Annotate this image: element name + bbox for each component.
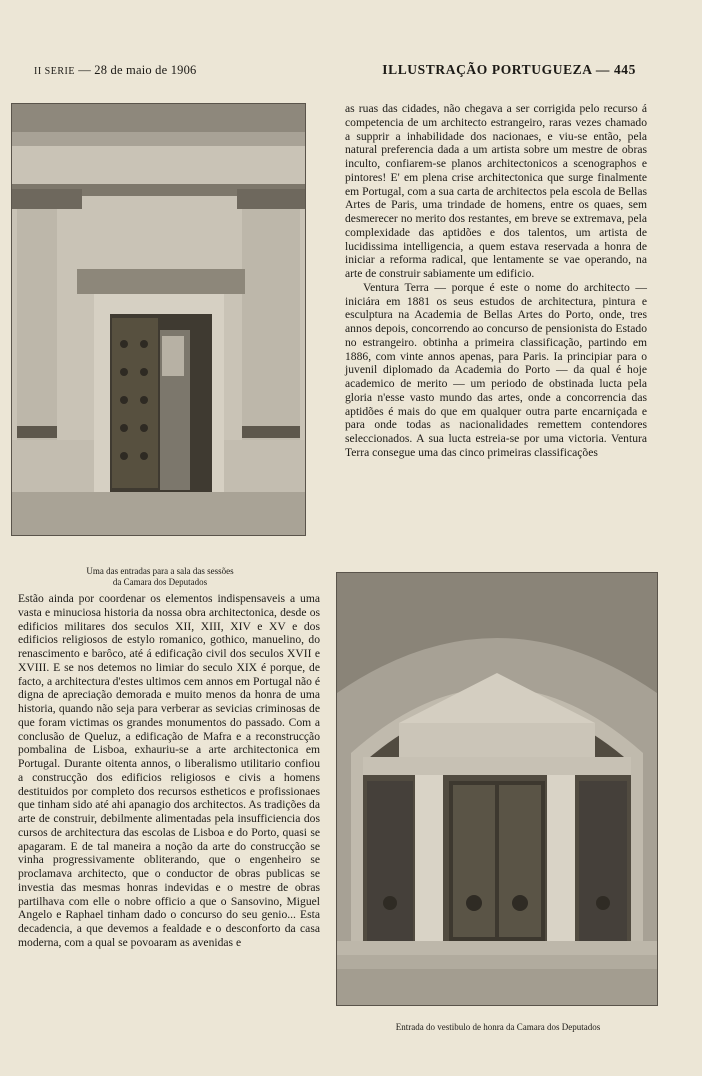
photo-2-caption: Entrada do vestibulo de honra da Camara dos Deputados: [395, 1022, 601, 1032]
article-column-right: [345, 102, 647, 460]
publication-header: [382, 62, 636, 78]
article-column-left: [18, 592, 320, 950]
photo-1-caption: [40, 566, 280, 588]
photo-vestibule-entrance: [336, 572, 658, 1006]
photo-1-caption-line1: Uma das entradas para a sala das sessões: [86, 566, 234, 576]
publication-title: ILLUSTRAÇÃO PORTUGUEZA: [382, 62, 592, 77]
issue-date: — 28 de maio de 1906: [78, 63, 197, 77]
article-paragraph: Ventura Terra — porque é este o nome do architecto — iniciára em 1881 os seus estudos de architectura, pintura e esculptura na Academia de Bellas Artes do Porto, onde, tres annos depois, concorrendo ao concurso de pensionista do Estado no estrangeiro. obtinha a primeira classificação, partindo em 1886, com vinte annos apenas, para Paris. Ia principiar para o juvenil diplomado da Academia do Porto — da qual é hoje academico de merito — um periodo de obstinada lucta pela gloria n'esse vasto mundo das artes, onde a concorrencia das aptidões é mais do que em qualquer outra parte encarniçada e para onde todas as nacionalidades remettem contendores seleccionados. A sua lucta estreia-se por uma victoria. Ventura Terra consegue uma das cinco primeiras classificações: [345, 280, 647, 459]
article-paragraph: as ruas das cidades, não chegava a ser corrigida pelo recurso á competencia de um architecto estrangeiro, raras vezes chamado a supprir a inhabilidade dos nacionaes, e viu-se então, pela natural preferencia dada a um artista sobre um mestre de obras inculto, confiarem-se planos architectonicos a scenographos e pintores! E' em plena crise architectonica que surge finalmente em Portugal, com a sua carta de architectos pela escola de Bellas Artes de Paris, uma trindade de homens, entre os quaes, sem desmerecer no merito dos restantes, em breve se extremava, pela complexidade das aptidões e dos talentos, um artista de lucidissima intelligencia, a quem estava reservada a honra de iniciar a reforma radical, que lentamente se vae operando, na arte de construir sabiamente um edificio.: [345, 102, 647, 280]
series-label: II SERIE: [34, 66, 75, 77]
photo-1-caption-line2: da Camara dos Deputados: [112, 577, 208, 587]
photo-session-hall-entrance: [11, 103, 306, 536]
article-paragraph: Estão ainda por coordenar os elementos indispensaveis a uma vasta e minuciosa historia da nossa obra architectonica, desde os edificios militares dos seculos XII, XIII, XIV e XV e dos edificios religiosos de estylo romanico, gothico, manuelino, do renascimento e barôco, até á edificação civil dos seculos XVII e XVIII. E se nos detemos no limiar do seculo XIX é porque, de facto, a architectura d'estes ultimos cem annos em Portugal não é digna de apreciação demorada e muito menos da honra de uma historia, quando não seja para verberar as sevicias criminosas de que foram victimas os grandes monumentos do passado. Com a conclusão de Queluz, a edificação de Mafra e a reconstrucção pombalina de Lisboa, exhauriu-se a arte architectonica em Portugal. Durante oitenta annos, o liberalismo utilitario confiou a construcção dos edificios religiosos e civis a homens destituidos por completo dos recursos estheticos e profissionaes que tinham sido até ahi apanagio dos architectos. As tradições da arte de construir, debilmente alimentadas pela insufficiencia dos cursos de architectura das escolas de Lisboa e do Porto, quasi se apagaram. E de tal maneira a noção da arte do construcção se vinha progressivamente obliterando, que o engenheiro se proclamava architecto, que o conductor de obras publicas se investia das mesmas honras indevidas e o mestre de obras partilhava com elle o nobre officio a que o Sansovino, Miguel Angelo e Raphael tinham dado o concurso do seu genio... Esta decadencia, a que devemos a fealdade e o desconforto da casa moderna, com a qual se povoaram as avenidas e: [18, 592, 320, 949]
page-number: — 445: [595, 62, 636, 77]
issue-line: [34, 63, 197, 78]
